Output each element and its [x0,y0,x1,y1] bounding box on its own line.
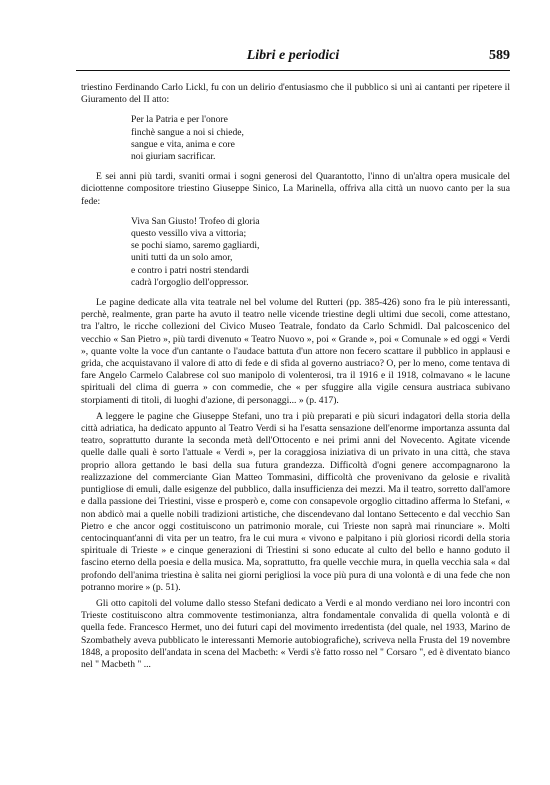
intro-paragraph: triestino Ferdinando Carlo Lickl, fu con un delirio d'entusiasmo che il pubblico si unì ai cantanti per ripetere il Giuramento del II atto: [81,82,510,106]
verse-line: uniti tutti da un solo amor, [131,252,233,264]
page-number: 589 [489,48,510,63]
verse-line: finchè sangue a noi si chiede, [131,126,244,138]
article-body [81,82,510,671]
verse-line: cadrà l'orgoglio dell'oppressor. [131,276,249,288]
verse-line: noi giuriam sacrificar. [131,151,216,163]
verse-line: Per la Patria e per l'onore [131,114,228,126]
running-title: Libri e periodici [246,48,340,63]
verse-line: sangue e vita, anima e core [131,138,235,150]
paragraph: E sei anni più tardi, svaniti ormai i sogni generosi del Quarantotto, l'inno di un'altra opera musicale del diciottenne compositore triestino Giuseppe Sinico, La Marinella, offriva alla città un nuovo canto per la sua fede: [81,171,510,207]
verse-line: Viva San Giusto! Trofeo di gloria [131,215,260,227]
paragraph: Gli otto capitoli del volume dallo stesso Stefani dedicato a Verdi e al mondo verdiano nei loro incontri con Trieste costituiscono altra commovente testimonianza, altra fondamentale convalida di quella volontà e di quella fede. Francesco Hermet, uno dei futuri capi del movimento irredentista (del quale, nel 1933, Marino de Szombathely aveva pubblicato le interessanti Memorie autobiografiche), scriveva nella Frusta del 19 novembre 1848, a proposito dell'andata in scena del Macbeth: « Verdi s'è fatto rosso nel " Corsaro ", ed è diventato bianco nel " Macbeth " ... [81,597,510,670]
verse-marinella [131,216,510,289]
paragraph: Le pagine dedicate alla vita teatrale nel bel volume del Rutteri (pp. 385-426) sono fra le più interessanti, perchè, realmente, gran parte ha avuto il teatro nelle vicende triestine degli ultimi due secoli, come attestano, tra l'altro, le ricche collezioni del Civico Museo Teatrale, fondato da Carlo Schmidl. Dal palcoscenico del vecchio « San Pietro », più tardi divenuto « Teatro Nuovo », poi « Grande », poi « Comunale » ed oggi « Verdi », quante volte la voce d'un cantante o l'audace battuta d'un attore non fecero scattare il pubblico in applausi e grida, che acquistavano il valore di atto di fede e di sfida al governo austriaco? O, per lo meno, come tentava di fare Angelo Carmelo Calabrese col suo manipolo di volenterosi, tra il 1916 e il 1918, colmavano « le lacune spirituali del clima di guerra » con commedie, che « per sfuggire alla vigile censura austriaca subivano storpiamenti di titoli, di luoghi d'azione, di personaggi... » (p. 417). [81,297,510,406]
verse-line: questo vessillo viva a vittoria; [131,228,247,240]
paragraph: A leggere le pagine che Giuseppe Stefani, uno tra i più preparati e più sicuri indagatori della storia della città adriatica, ha dedicato appunto al Teatro Verdi si ha l'esatta sensazione dell'enorme importanza assunta dal teatro, soprattutto durante la seconda metà dell'Ottocento e nei primi anni del Novecento. Agitate vicende quelle dalle quali è sorto l'attuale « Verdi », per la coraggiosa iniziativa di un privato in una città, che stava proprio allora gettando le basi della sua futura grandezza. Difficoltà d'ogni genere accompagnarono la realizzazione del commerciante Gian Matteo Tommasini, difficoltà che provenivano da gelosie e rivalità puntigliose di emuli, dalle esigenze del pubblico, dalla insufficienza dei mezzi. Ma il teatro, sorretto dall'amore e dalla passione dei Triestini, visse e prosperò e, come con consapevole orgoglio cittadino afferma lo Stefani, « non abdicò mai a quelle nobili tradizioni artistiche, che discendevano dal lontano Settecento e dal vecchio San Pietro e che ancor oggi costituiscono un patrimonio morale, cui Trieste non saprà mai rinunciare ». Molti centocinquant'anni di vita per un teatro, fra le cui mura « vivono e palpitano i più gloriosi ricordi della storia spirituale di Trieste » e cinque generazioni di Triestini si sono educate al culto del bello e hanno goduto il fascino eterno della poesia e della musica. Ma, soprattutto, fra quelle vecchie mura, in quella vecchia sala « dal profondo dell'anima triestina è salita nei giorni perigliosi la voce più pura di una volontà e di una fede che non potranno morire » (p. 51). [81,410,510,593]
verse-line: se pochi siamo, saremo gagliardi, [131,240,260,252]
running-header [76,44,510,71]
verse-giuramento [131,114,510,163]
verse-line: e contro i patri nostri stendardi [131,264,250,276]
